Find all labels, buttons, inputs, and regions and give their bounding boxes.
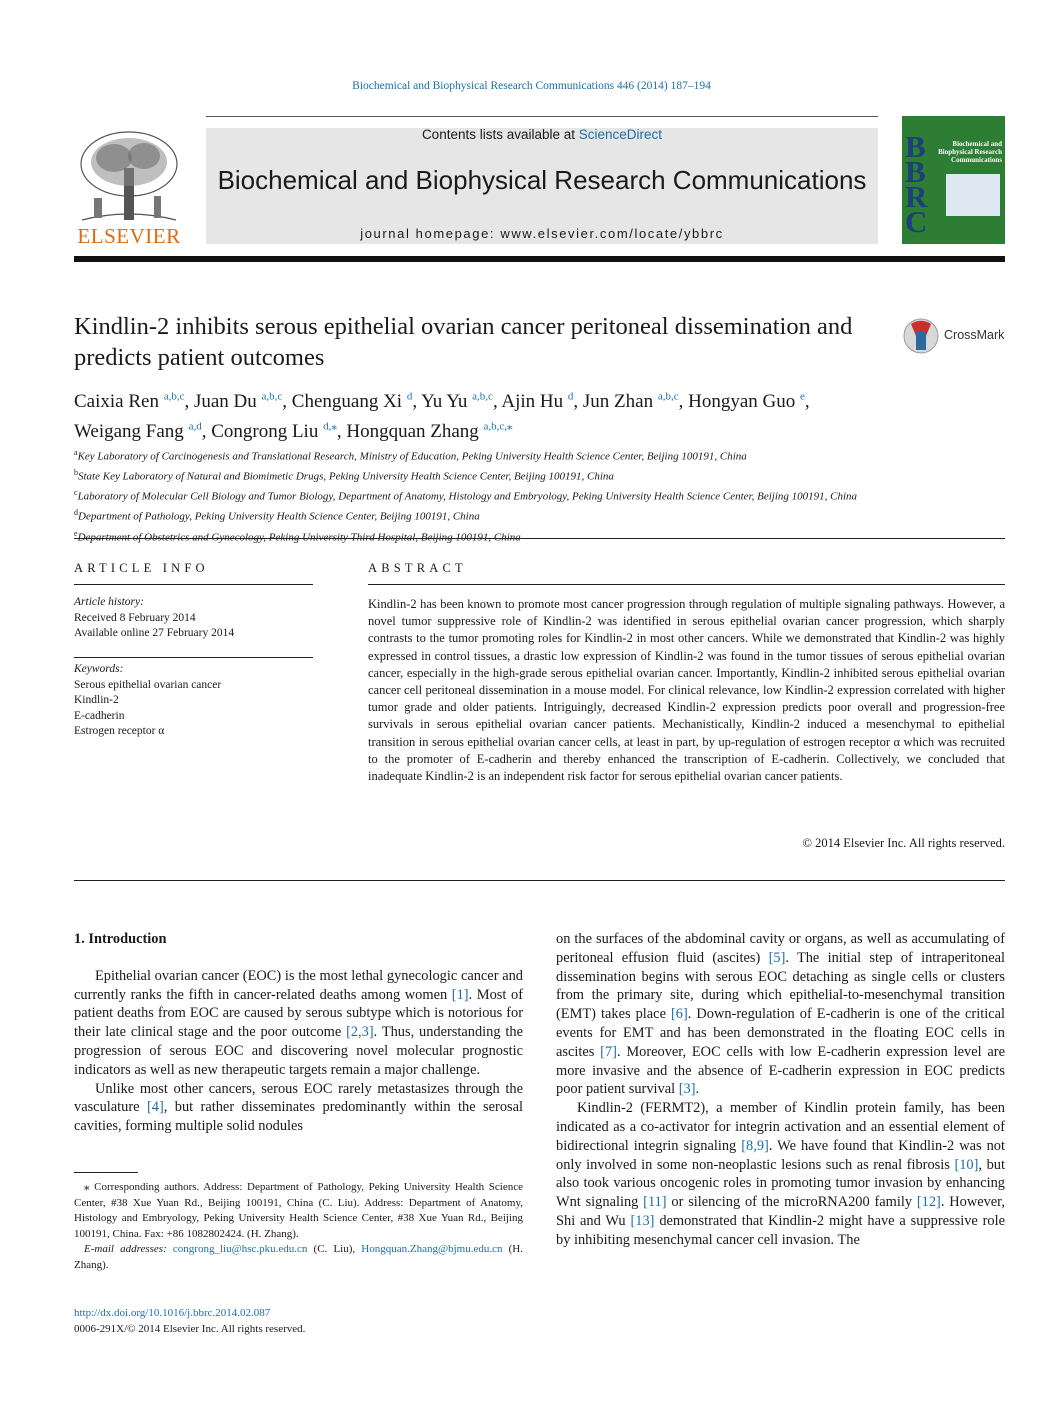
affiliation: $^b$State Key Laboratory of Natural and Biomimetic Drugs, Peking University Health Science Center, Beijing 100191, China — [74, 468, 614, 483]
journal-citation[interactable]: Biochemical and Biophysical Research Communications 446 (2014) 187–194 — [352, 80, 711, 92]
divider — [74, 880, 1005, 881]
header-top-rule — [206, 116, 878, 117]
divider — [368, 584, 1005, 585]
body-left-column — [74, 930, 523, 1136]
keywords-label: Keywords: — [74, 663, 124, 675]
issn: 0006-291X/© 2014 Elsevier Inc. All rights reserved. — [74, 1322, 306, 1335]
citation-link[interactable]: [11] — [643, 1194, 667, 1211]
corresponding-footnote: ⁎ Corresponding authors. Address: Department of Pathology, Peking University Health Science Center, #38 Xue Yuan Rd., Beijing 100191, China (C. Liu). Address: Department of Anatomy, Histology and Embryology, Peking University Health Science Center, #38 Xue Yuan Rd., Beijing 100191, China. Fax: +86 1082802424. (H. Zhang). E-mail addresses: congrong_liu@hsc.pku.edu.cn (C. Liu), Hongquan.Zhang@bjmu.edu.cn (H. Zhang). — [74, 1181, 523, 1271]
contents-line — [206, 127, 878, 142]
copyright-notice: © 2014 Elsevier Inc. All rights reserved. — [802, 836, 1005, 850]
cover-letters: B B R C — [905, 129, 928, 239]
crossmark-icon — [902, 316, 940, 356]
doi-link[interactable]: http://dx.doi.org/10.1016/j.bbrc.2014.02.087 — [74, 1307, 271, 1319]
article-info-heading: ARTICLE INFO — [74, 561, 209, 575]
elsevier-logo — [74, 128, 184, 246]
author[interactable]: Hongyan Guo $^e$, — [688, 391, 810, 413]
divider — [74, 538, 1005, 539]
page-footer — [74, 1306, 523, 1337]
citation-link[interactable]: [3] — [678, 1081, 696, 1098]
citation-link[interactable]: [13] — [630, 1212, 655, 1229]
contents-prefix: Contents lists available at — [421, 127, 579, 142]
keyword: E-cadherin — [74, 709, 125, 722]
email-link[interactable]: congrong_liu@hsc.pku.edu.cn — [172, 1243, 308, 1255]
author[interactable]: Weigang Fang $^{a,d}$, — [74, 420, 212, 442]
header-bottom-rule — [74, 256, 1005, 262]
abstract-text: Kindlin-2 has been known to promote most cancer progression through regulation of multiple signaling pathways. However, a novel tumor suppressive role of Kindlin-2 was identified in serous epithelial ovarian cancer progression, which sharply contrasts to the tumor promoting roles for Kindlin-2 in most other cancers. While we demonstrated that Kindlin-2 was highly expressed in control tissues, a drastic low expression of Kindlin-2 was found in the tumor tissues of serous epithelial ovarian cancer, especially in the high-grade serous epithelial ovarian cancer. Importantly, Kindlin-2 inhibited serous epithelial ovarian cancer cell peritoneal dissemination in a mouse model. For clinical relevance, low Kindlin-2 expression correlated with higher tumor grade and older patients. Intriguingly, decreased Kindlin-2 expression predicts poor overall and progression-free survivals in serous epithelial ovarian cancer patients. Mechanistically, Kindlin-2 induced a mesenchymal to epithelial transition in serous epithelial ovarian cancer cells, at least in part, by up-regulation of estrogen receptor α which was recruited to the promoter of E-cadherin and thereby enhanced the transcription of E-cadherin. Collectively, we concluded that inadequate Kindlin-2 is an independent risk factor for serous epithelial ovarian cancer patients. — [368, 597, 1005, 784]
journal-name: Biochemical and Biophysical Research Communications — [217, 165, 867, 195]
affiliation: $^c$Laboratory of Molecular Cell Biology and Tumor Biology, Department of Anatomy, Histology and Embryology, Peking University Health Science Center, Beijing 100191, China — [74, 488, 858, 503]
abstract-heading: ABSTRACT — [368, 561, 467, 575]
citation-link[interactable]: [8,9] — [741, 1137, 769, 1154]
divider — [74, 584, 313, 585]
keyword: Kindlin-2 — [74, 694, 119, 706]
author[interactable]: Jun Zhan $^{a,b,c}$, — [582, 391, 689, 413]
footnote-rule — [74, 1172, 138, 1173]
online-date: Available online 27 February 2014 — [74, 627, 235, 639]
paragraph: Kindlin-2 (FERMT2), a member of Kindlin protein family, has been indicated as a co-activator for integrin activation and an essential element of bidirectional integrin signaling [8,9]. We have found that Kindlin-2 was not only involved in some non-neoplastic lesions such as renal fibrosis [10], but also took various oncogenic roles in promoting tumor invasion by enhancing Wnt signaling [11] or silencing of the microRNA200 family [12]. However, Shi and Wu [13] demonstrated that Kindlin-2 might have a suppressive role by inhibiting mesenchymal cancer cell invasion. The — [556, 1100, 1006, 1248]
paragraph: Unlike most other cancers, serous EOC rarely metastasizes through the vasculature [4], but rather disseminates predominantly within the serosal cavities, forming multiple solid nodules — [74, 1080, 523, 1135]
author[interactable]: Hongquan Zhang $^{a,b,c,⁎}$ — [346, 420, 513, 442]
citation-link[interactable]: [4] — [146, 1099, 164, 1116]
citation-link[interactable]: [1] — [451, 986, 469, 1003]
received-date: Received 8 February 2014 — [74, 611, 196, 624]
keyword: Estrogen receptor α — [74, 725, 165, 737]
crossmark-badge[interactable] — [902, 316, 1012, 356]
publisher-wordmark: ELSEVIER — [77, 224, 181, 248]
citation-link[interactable]: [5] — [768, 949, 786, 966]
crossmark-label: CrossMark — [944, 328, 1005, 342]
journal-homepage[interactable]: journal homepage: www.elsevier.com/locate/ybbrc — [360, 226, 724, 241]
affiliations — [74, 445, 1014, 546]
affiliation: $^a$Key Laboratory of Carcinogenesis and Translational Research, Ministry of Education, Peking University Health Science Center, Beijing 100191, China — [74, 448, 747, 463]
paragraph: on the surfaces of the abdominal cavity or organs, as well as accumulating of peritoneal effusion fluid (ascites) [5]. The initial step of intraperitoneal dissemination begins with serous EOC detaching as single cells or clusters from the primary site, during which epithelial-to-mesenchymal transition (EMT) takes place [6]. Down-regulation of E-cadherin is one of the critical events for EMT and has been demonstrated in the floating EOC cells in ascites [7]. Moreover, EOC cells with low E-cadherin expression level are more invasive and the absence of E-cadherin expression in EOC predicts poor patient survival [3]. — [556, 931, 1005, 1098]
section-heading: 1. Introduction — [74, 931, 167, 947]
paragraph: Epithelial ovarian cancer (EOC) is the most lethal gynecologic cancer and currently ranks the fifth in cancer-related deaths among women [1]. Most of patient deaths from EOC are caused by serous subtype which is notorious for their late clinical stage and the poor outcome [2,3]. Thus, understanding the progression of serous EOC and discovering novel molecular prognostic indicators as well as new therapeutic targets remain a major challenge. — [74, 967, 523, 1078]
keyword: Serous epithelial ovarian cancer — [74, 678, 222, 691]
keywords — [74, 662, 313, 740]
author[interactable]: Caixia Ren $^{a,b,c}$, — [74, 391, 194, 413]
author[interactable]: Congrong Liu $^{d,⁎}$, — [211, 420, 347, 442]
cover-image — [946, 174, 1000, 216]
citation-link[interactable]: [2,3] — [346, 1024, 374, 1041]
citation-link[interactable]: [10] — [954, 1156, 979, 1173]
author[interactable]: Yu Yu $^{a,b,c}$, — [421, 391, 502, 413]
citation-link[interactable]: [6] — [671, 1006, 688, 1023]
cover-title: Biochemical and Biophysical Research Communications — [938, 140, 1002, 164]
sciencedirect-link[interactable]: ScienceDirect — [578, 127, 663, 142]
author[interactable]: Chenguang Xi $^d$, — [291, 391, 422, 413]
email-link[interactable]: Hongquan.Zhang@bjmu.edu.cn — [361, 1243, 503, 1255]
journal-cover — [902, 116, 1005, 244]
article-history — [74, 595, 313, 642]
article-title: Kindlin-2 inhibits serous epithelial ovarian cancer peritoneal dissemination and predicts patient outcomes — [74, 313, 853, 371]
author-list — [74, 385, 1004, 444]
author[interactable]: Ajin Hu $^d$, — [501, 391, 583, 413]
divider — [74, 657, 313, 658]
author[interactable]: Juan Du $^{a,b,c}$, — [193, 391, 292, 413]
history-label: Article history: — [74, 596, 144, 608]
body-right-column — [556, 930, 1005, 1250]
affiliation: $^d$Department of Pathology, Peking University Health Science Center, Beijing 100191, China — [74, 508, 480, 524]
affiliation: e — [74, 528, 78, 538]
citation-link[interactable]: [7] — [600, 1043, 617, 1060]
citation-link[interactable]: [12] — [916, 1194, 941, 1211]
